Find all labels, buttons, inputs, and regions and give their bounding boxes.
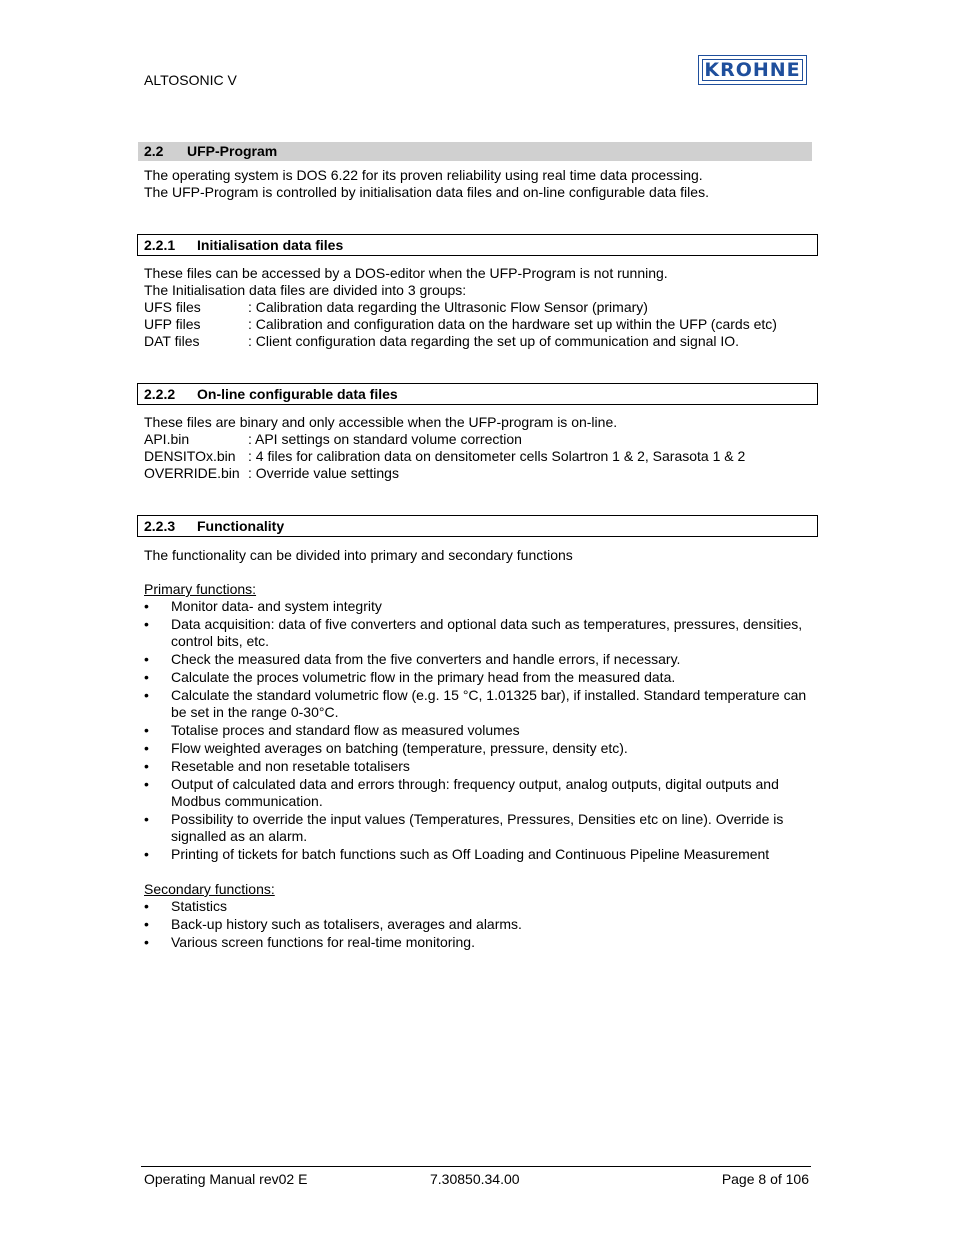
bullet: •	[144, 916, 149, 932]
list-item: • Resetable and non resetable totalisers	[144, 758, 410, 774]
definition-key: DENSITOx.bin	[144, 448, 236, 464]
definition-value: : API settings on standard volume correction	[248, 431, 522, 447]
section-2-2-body	[144, 167, 709, 201]
paragraph-line: The Initialisation data files are divided into 3 groups:	[144, 282, 467, 298]
definition-value: : 4 files for calibration data on densitometer cells Solartron 1 & 2, Sarasota 1 & 2	[248, 448, 746, 464]
bullet: •	[144, 651, 149, 667]
definition-value: : Client configuration data regarding the set up of communication and signal IO.	[248, 333, 740, 349]
paragraph-line: The functionality can be divided into primary and secondary functions	[144, 547, 573, 563]
section-number: 2.2.1	[144, 237, 176, 253]
list-item: • Statistics	[144, 898, 228, 914]
definition-value: : Calibration data regarding the Ultrasonic Flow Sensor (primary)	[248, 299, 648, 315]
bullet: •	[144, 898, 149, 914]
secondary-functions-heading: Secondary functions:	[144, 881, 275, 897]
definition-key: OVERRIDE.bin	[144, 465, 240, 481]
bullet: •	[144, 846, 149, 862]
list-item: • Back-up history such as totalisers, averages and alarms.	[144, 916, 522, 932]
section-2-2-1-body	[144, 265, 814, 350]
section-heading-2-2-1	[137, 234, 818, 256]
definition-row	[144, 333, 814, 350]
definition-row	[144, 431, 814, 448]
primary-functions-list	[144, 598, 814, 863]
bullet: •	[144, 934, 149, 950]
footer-manual-revision: Operating Manual rev02 E	[144, 1171, 308, 1187]
section-title: Functionality	[197, 518, 285, 534]
bullet: •	[144, 687, 149, 703]
primary-functions-heading: Primary functions:	[144, 581, 257, 597]
section-number: 2.2.2	[144, 386, 176, 402]
section-2-2-2-body	[144, 414, 814, 482]
definition-value: : Calibration and configuration data on the hardware set up within the UFP (cards etc)	[248, 316, 777, 332]
bullet: •	[144, 776, 149, 792]
list-item: • Calculate the proces volumetric flow in the primary head from the measured data.	[144, 669, 676, 685]
section-2-2-3-body	[144, 547, 814, 952]
section-number: 2.2.3	[144, 518, 176, 534]
list-item: • Monitor data- and system integrity	[144, 598, 382, 614]
bullet: •	[144, 669, 149, 685]
list-item: • Possibility to override the input values (Temperatures, Pressures, Densities etc on line). Override is signalled as an alarm.	[144, 811, 784, 844]
section-heading-2-2	[138, 142, 812, 161]
list-item: • Data acquisition: data of five converters and optional data such as temperatures, pressures, densities, control bits, etc.	[144, 616, 803, 649]
definition-key: API.bin	[144, 431, 190, 447]
paragraph-line: The operating system is DOS 6.22 for its proven reliability using real time data processing.	[144, 167, 703, 183]
definition-row	[144, 299, 814, 316]
secondary-functions-list	[144, 898, 814, 951]
list-item: • Calculate the standard volumetric flow (e.g. 15 °C, 1.01325 bar), if installed. Standard temperature can be set in the range 0-30°C.	[144, 687, 807, 720]
bullet: •	[144, 740, 149, 756]
logo-text: KROHNE	[702, 59, 803, 81]
definition-row	[144, 316, 814, 333]
bullet: •	[144, 598, 149, 614]
list-item: • Flow weighted averages on batching (temperature, pressure, density etc).	[144, 740, 628, 756]
footer-divider	[141, 1166, 811, 1167]
section-title: On-line configurable data files	[197, 386, 398, 402]
bullet: •	[144, 722, 149, 738]
section-title: Initialisation data files	[197, 237, 344, 253]
list-item: • Totalise proces and standard flow as measured volumes	[144, 722, 520, 738]
bullet: •	[144, 616, 149, 632]
definition-row	[144, 448, 814, 465]
footer-document-number: 7.30850.34.00	[430, 1171, 520, 1187]
definition-row	[144, 465, 814, 482]
paragraph-line: These files are binary and only accessible when the UFP-program is on-line.	[144, 414, 618, 430]
definition-value: : Override value settings	[248, 465, 399, 481]
bullet: •	[144, 811, 149, 827]
footer-page-number: Page 8 of 106	[721, 1171, 809, 1187]
list-item: • Various screen functions for real-time monitoring.	[144, 934, 475, 950]
section-heading-2-2-3	[137, 515, 818, 537]
list-item: • Printing of tickets for batch functions such as Off Loading and Continuous Pipeline Measurement	[144, 846, 770, 862]
krohne-logo	[698, 55, 807, 85]
definition-key: DAT files	[144, 333, 200, 349]
definition-key: UFP files	[144, 316, 201, 332]
paragraph-line: These files can be accessed by a DOS-editor when the UFP-Program is not running.	[144, 265, 668, 281]
section-heading-2-2-2	[137, 383, 818, 405]
document-header-title: ALTOSONIC V	[144, 72, 237, 88]
section-number: 2.2	[144, 143, 164, 159]
list-item: • Check the measured data from the five converters and handle errors, if necessary.	[144, 651, 681, 667]
list-item: • Output of calculated data and errors through: frequency output, analog outputs, digital outputs and Modbus communication.	[144, 776, 779, 809]
definition-key: UFS files	[144, 299, 201, 315]
section-title: UFP-Program	[187, 143, 278, 159]
paragraph-line: The UFP-Program is controlled by initialisation data files and on-line configurable data files.	[144, 184, 709, 200]
bullet: •	[144, 758, 149, 774]
